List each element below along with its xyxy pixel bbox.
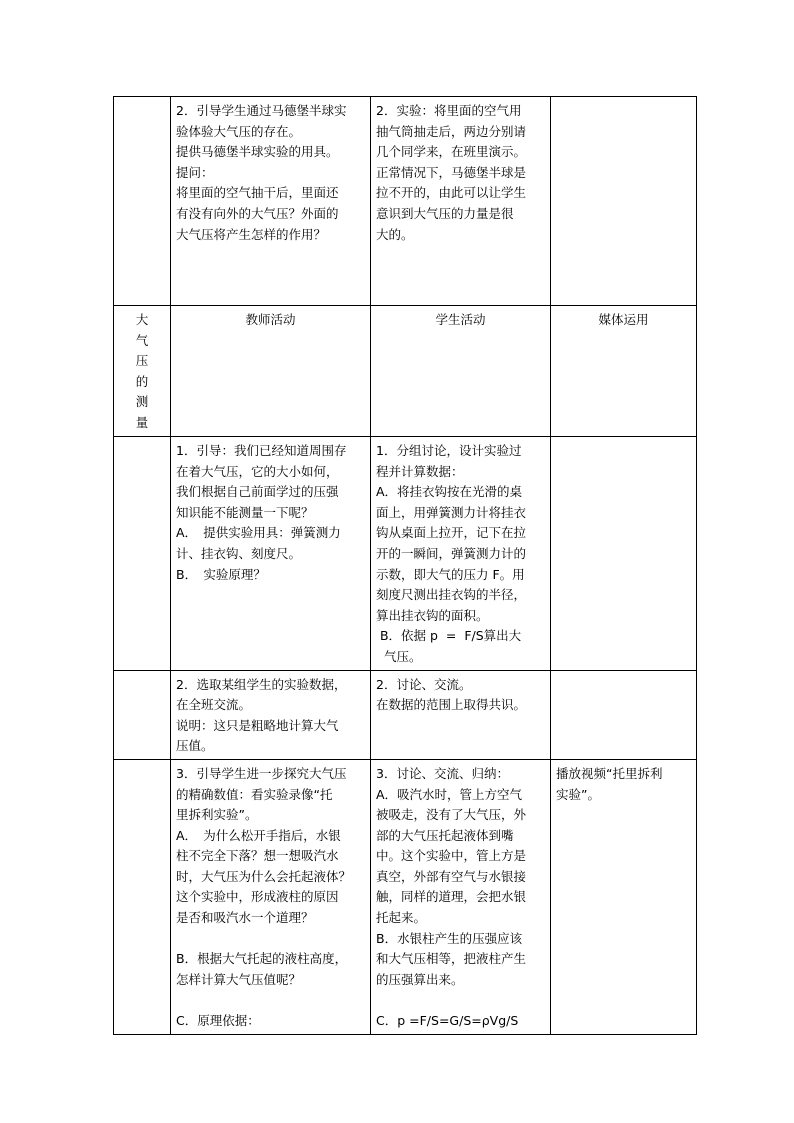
cell-text-line: 和大气压相等，把液柱产生 xyxy=(376,951,527,967)
cell-text-line: 1．引导：我们已经知道周围存 xyxy=(176,443,347,458)
cell-text-line: 实验”。 xyxy=(556,786,600,802)
cell-text-line: C．p =F/S=G/S=ρVg/S xyxy=(376,1013,519,1029)
student-activity-header: 学生活动 xyxy=(371,306,551,437)
section-title-vertical xyxy=(114,306,171,437)
cell-text-line: 3．讨论、交流、归纳： xyxy=(376,765,509,781)
section-title-char: 大 xyxy=(135,312,149,327)
cell-text-line: 真空，外部有空气与水银接 xyxy=(376,868,527,884)
media-cell xyxy=(551,759,697,1034)
cell-text-line: 意识到大气压的力量是很 xyxy=(376,205,514,221)
cell-text-line: 大气压将产生怎样的作用？ xyxy=(176,226,327,242)
cell-text-line: 的压强算出来。 xyxy=(376,971,464,987)
cell-text-line: 几个同学来，在班里演示。 xyxy=(376,144,527,160)
cell-text-line: 算出挂衣钩的面积。 xyxy=(376,607,489,623)
cell-text-line: 部的大气压托起液体到嘴 xyxy=(376,827,514,843)
teacher-activity-cell xyxy=(171,97,371,306)
section-cell-empty xyxy=(114,437,171,671)
teacher-activity-cell xyxy=(171,437,371,671)
student-activity-cell xyxy=(371,670,551,759)
cell-text-line: 托起来。 xyxy=(376,910,427,926)
media-cell xyxy=(551,437,697,671)
section-title-char: 测 xyxy=(135,394,149,410)
cell-text-line: 里拆利实验”。 xyxy=(176,807,258,823)
cell-text-line: 的精确数值：看实验录像“托 xyxy=(176,786,333,802)
cell-text-line xyxy=(176,929,365,950)
cell-text-line: 示数，即大气的压力 F。用 xyxy=(376,566,525,582)
cell-text-line: 将里面的空气抽干后，里面还 xyxy=(176,185,339,201)
cell-text-line: B．水银柱产生的压强应该 xyxy=(376,930,523,946)
section-title-char: 气 xyxy=(135,332,149,348)
teacher-activity-header: 教师活动 xyxy=(171,306,371,437)
section-header-row xyxy=(114,306,697,437)
cell-text-line: 我们根据自己前面学过的压强 xyxy=(176,484,339,500)
cell-text-line: 怎样计算大气压值呢？ xyxy=(176,971,302,987)
cell-text-line: 在数据的范围上取得共识。 xyxy=(376,697,527,713)
cell-text-line: 刻度尺测出挂衣钩的半径， xyxy=(376,587,527,603)
cell-text-line: 提问： xyxy=(176,164,214,180)
cell-text-line: 2．实验：将里面的空气用 xyxy=(376,103,522,118)
student-activity-cell xyxy=(371,97,551,306)
student-activity-cell xyxy=(371,759,551,1034)
cell-text-line: B． 实验原理？ xyxy=(176,566,266,582)
cell-text-line xyxy=(376,990,545,1011)
cell-text-line: 1．分组讨论，设计实验过 xyxy=(376,443,522,458)
cell-text-line: A．吸汽水时，管上方空气 xyxy=(376,786,523,802)
section-title-char: 的 xyxy=(135,373,149,389)
table-row xyxy=(114,670,697,759)
section-cell-empty xyxy=(114,759,171,1034)
section-title-char: 压 xyxy=(135,353,149,369)
cell-text-line: 大的。 xyxy=(376,226,414,242)
cell-text-line: 压值。 xyxy=(176,738,214,754)
teacher-activity-cell xyxy=(171,670,371,759)
cell-text-line: 2．选取某组学生的实验数据， xyxy=(176,676,347,692)
student-activity-cell xyxy=(371,437,551,671)
cell-text-line: 程并计算数据： xyxy=(376,463,464,479)
cell-text-line: 正常情况下，马德堡半球是 xyxy=(376,164,527,180)
cell-text-line: 知识能不能测量一下呢？ xyxy=(176,504,314,520)
cell-text-line: B．依据 p = F/S算出大 xyxy=(376,628,522,644)
cell-text-line: 验体验大气压的存在。 xyxy=(176,123,302,139)
cell-text-line: 时，大气压为什么会托起液体？ xyxy=(176,868,352,884)
cell-text-line: 拉不开的，由此可以让学生 xyxy=(376,185,527,201)
cell-text-line: 气压。 xyxy=(376,648,422,664)
cell-text-line: 钩从桌面上拉开，记下在拉 xyxy=(376,525,527,541)
cell-text-line: 说明：这只是粗略地计算大气 xyxy=(176,717,339,733)
teacher-activity-cell xyxy=(171,759,371,1034)
cell-text-line: 开的一瞬间，弹簧测力计的 xyxy=(376,545,527,561)
cell-text-line: 2．引导学生通过马德堡半球实 xyxy=(176,103,347,118)
lesson-plan-table xyxy=(113,96,697,1035)
section-title-char: 量 xyxy=(135,414,149,430)
cell-text-line: 有没有向外的大气压？外面的 xyxy=(176,205,339,221)
cell-text-line: 2．讨论、交流。 xyxy=(376,676,472,692)
cell-text-line: A． 为什么松开手指后，水银 xyxy=(176,827,341,843)
media-cell xyxy=(551,97,697,306)
cell-text-line: 面上，用弹簧测力计将挂衣 xyxy=(376,504,527,520)
section-cell-empty xyxy=(114,97,171,306)
cell-text-line: 在着大气压，它的大小如何， xyxy=(176,463,339,479)
table-row xyxy=(114,759,697,1034)
cell-text-line: 抽气筒抽走后，两边分别请 xyxy=(376,123,527,139)
cell-text-line: 3．引导学生进一步探究大气压 xyxy=(176,765,347,781)
cell-text-line: 被吸走，没有了大气压，外 xyxy=(376,807,527,823)
media-header: 媒体运用 xyxy=(551,306,697,437)
table-row xyxy=(114,437,697,671)
section-cell-empty xyxy=(114,670,171,759)
cell-text-line: B．根据大气托起的液柱高度， xyxy=(176,951,348,967)
cell-text-line: 提供马德堡半球实验的用具。 xyxy=(176,144,339,160)
cell-text-line: A． 提供实验用具：弹簧测力 xyxy=(176,525,341,541)
cell-text-line: 是否和吸汽水一个道理？ xyxy=(176,910,314,926)
cell-text-line xyxy=(176,990,365,1011)
cell-text-line: 这个实验中，形成液柱的原因 xyxy=(176,889,339,905)
cell-text-line: C．原理依据： xyxy=(176,1013,260,1029)
cell-text-line: A．将挂衣钩按在光滑的桌 xyxy=(376,484,523,500)
cell-text-line: 柱不完全下落？想一想吸汽水 xyxy=(176,848,339,864)
cell-text-line: 在全班交流。 xyxy=(176,697,252,713)
table-row xyxy=(114,97,697,306)
cell-text-line: 计、挂衣钩、刻度尺。 xyxy=(176,545,302,561)
media-cell xyxy=(551,670,697,759)
cell-text-line: 触，同样的道理，会把水银 xyxy=(376,889,527,905)
cell-text-line: 中。这个实验中，管上方是 xyxy=(376,848,527,864)
cell-text-line: 播放视频“托里拆利 xyxy=(556,765,663,781)
